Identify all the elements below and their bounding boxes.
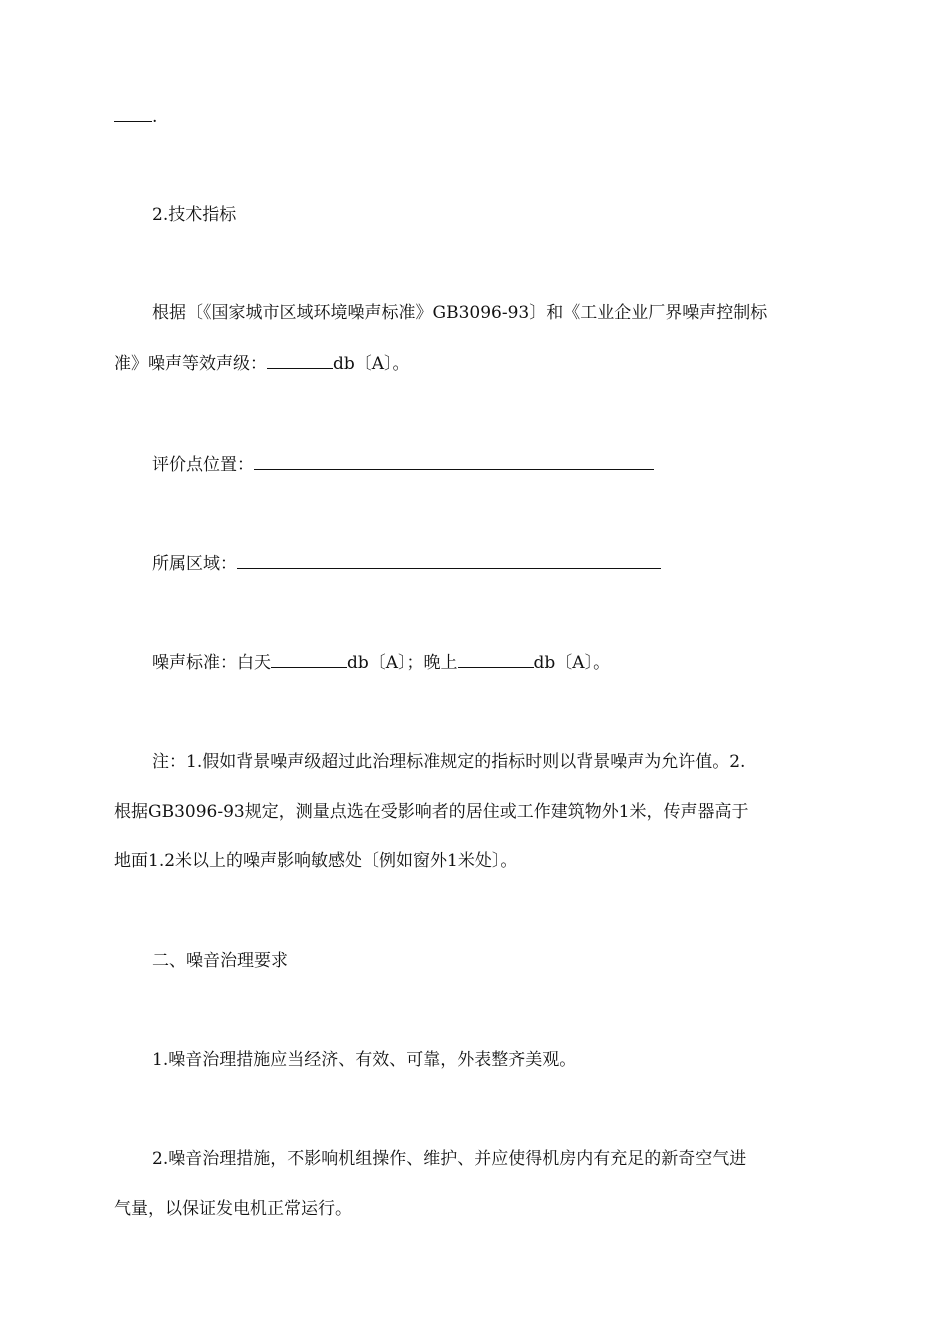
evaluation-point-blank — [254, 455, 654, 470]
day-value-blank — [271, 653, 347, 668]
note-line-3: 地面1.2米以上的噪声影响敏感处〔例如窗外1米处〕。 — [114, 851, 518, 871]
fill-in-blank — [114, 107, 152, 122]
region-blank — [237, 554, 661, 569]
section-heading-tech-indicators: 2.技术指标 — [152, 205, 237, 225]
night-value-blank — [458, 653, 534, 668]
standard-paragraph-line-2 — [114, 353, 410, 375]
requirement-1: 1.噪音治理措施应当经济、有效、可靠，外表整齐美观。 — [152, 1050, 577, 1070]
requirement-2-line-2: 气量，以保证发电机正常运行。 — [114, 1199, 352, 1219]
evaluation-point-row — [152, 454, 654, 476]
standard-paragraph-prefix: 准》噪声等效声级： — [114, 354, 267, 374]
requirement-2-line-1: 2.噪音治理措施，不影响机组操作、维护、并应使得机房内有充足的新奇空气进 — [152, 1149, 747, 1169]
region-row — [152, 553, 661, 575]
top-fragment — [114, 106, 157, 128]
note-line-2: 根据GB3096-93规定，测量点选在受影响者的居住或工作建筑物外1米，传声器高于 — [114, 802, 749, 822]
region-label: 所属区域： — [152, 554, 237, 574]
top-fragment-period: . — [152, 107, 158, 127]
evaluation-point-label: 评价点位置： — [152, 455, 254, 475]
noise-standard-row — [152, 652, 610, 674]
standard-paragraph-line-1: 根据〔《国家城市区域环境噪声标准》GB3096-93〕和《工业企业厂界噪声控制标 — [152, 303, 768, 323]
section-heading-requirements: 二、噪音治理要求 — [152, 951, 288, 971]
day-unit-text: db〔A〕；晚上 — [347, 653, 458, 673]
standard-paragraph-suffix: db〔A〕。 — [333, 354, 410, 374]
night-unit-text: db〔A〕。 — [533, 653, 611, 673]
noise-standard-label: 噪声标准：白天 — [152, 653, 271, 673]
note-line-1: 注：1.假如背景噪声级超过此治理标准规定的指标时则以背景噪声为允许值。2. — [152, 752, 746, 772]
noise-level-blank — [267, 354, 333, 369]
